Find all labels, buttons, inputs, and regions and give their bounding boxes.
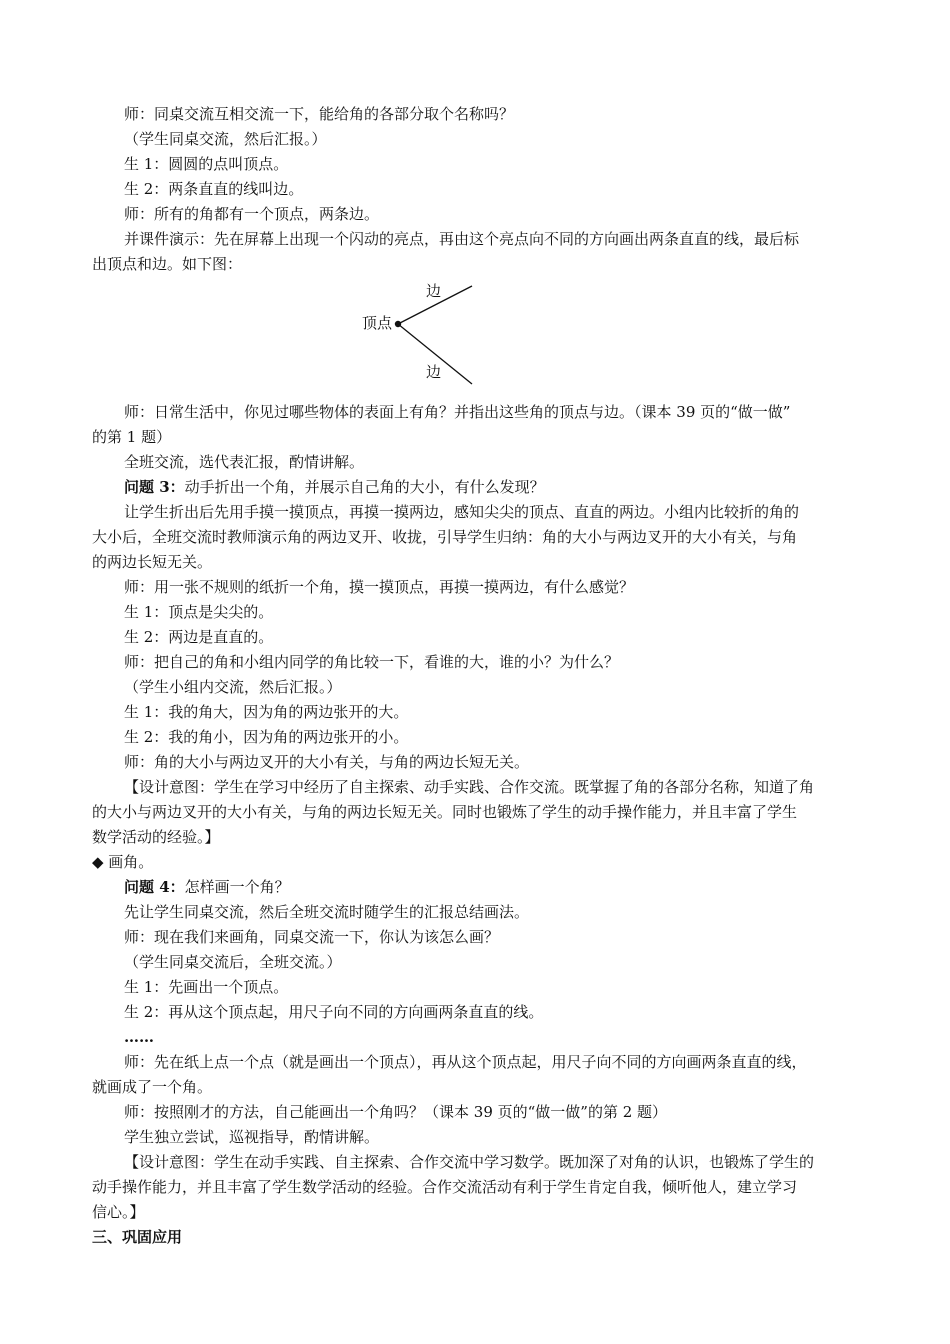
dialogue-line: 师：先在纸上点一个点（就是画出一个顶点），再从这个顶点起，用尺子向不同的方向画两条直直的线， (124, 1053, 807, 1071)
paragraph-line: 大小后，全班交流时教师演示角的两边叉开、收拢，引导学生归纳：角的大小与两边叉开的大小有关，与角 (92, 528, 798, 546)
angle-diagram (340, 276, 560, 396)
dialogue-line: 生 1：先画出一个顶点。 (124, 978, 289, 996)
dialogue-line: 师：按照刚才的方法，自己能画出一个角吗？（课本 39 页的“做一做”的第 2 题） (124, 1103, 668, 1121)
dialogue-line: 生 1：我的角大，因为角的两边张开的大。 (124, 703, 409, 721)
dialogue-line: 就画成了一个角。 (92, 1078, 213, 1096)
design-intent-line: 信心。】 (92, 1203, 145, 1221)
angle-figure (340, 276, 560, 396)
dialogue-line: 的第 1 题） (92, 428, 172, 446)
dialogue-line: 生 1：圆圆的点叫顶点。 (124, 155, 289, 173)
design-intent-line: 数学活动的经验。】 (92, 828, 220, 846)
dialogue-line: 师：同桌交流互相交流一下，能给角的各部分取个名称吗？ (124, 105, 515, 123)
design-intent-line: 【设计意图：学生在动手实践、自主探索、合作交流中学习数学。既加深了对角的认识，也锻炼了学生的 (124, 1153, 815, 1171)
question-line (124, 477, 545, 497)
note-line: （学生同桌交流，然后汇报。） (124, 130, 327, 148)
question-line (124, 877, 290, 897)
angle-vertex-dot (395, 321, 401, 327)
paragraph-line: 让学生折出后先用手摸一摸顶点，再摸一摸两边，感知尖尖的顶点、直直的两边。小组内比较折的角的 (124, 503, 800, 521)
dialogue-line: 师：角的大小与两边叉开的大小有关，与角的两边长短无关。 (124, 753, 530, 771)
note-line: （学生同桌交流后，全班交流。） (124, 953, 342, 971)
edge-top-label: 边 (426, 282, 442, 300)
vertex-label: 顶点 (362, 314, 393, 332)
design-intent-line: 动手操作能力，并且丰富了学生数学活动的经验。合作交流活动有利于学生肯定自我，倾听他人，建立学习 (92, 1178, 798, 1196)
paragraph-line: 的两边长短无关。 (92, 553, 213, 571)
dialogue-line: 生 2：两边是直直的。 (124, 628, 274, 646)
dialogue-line: 师：现在我们来画角，同桌交流一下，你认为该怎么画？ (124, 928, 500, 946)
design-intent-line: 的大小与两边叉开的大小有关，与角的两边长短无关。同时也锻炼了学生的动手操作能力，并且丰富了学生 (92, 803, 798, 821)
design-intent-line: 【设计意图：学生在学习中经历了自主探索、动手实践、合作交流。既掌握了角的各部分名称，知道了角 (124, 778, 815, 796)
paragraph-line: 出顶点和边。如下图： (92, 255, 243, 273)
paragraph-line: 学生独立尝试，巡视指导，酌情讲解。 (124, 1128, 380, 1146)
question-text: 动手折出一个角，并展示自己角的大小，有什么发现？ (184, 478, 545, 496)
ellipsis: …… (124, 1028, 154, 1046)
dialogue-line: 师：用一张不规则的纸折一个角，摸一摸顶点，再摸一摸两边，有什么感觉？ (124, 578, 635, 596)
dialogue-line: 生 2：再从这个顶点起，用尺子向不同的方向画两条直直的线。 (124, 1003, 544, 1021)
dialogue-line: 生 2：我的角小，因为角的两边张开的小。 (124, 728, 409, 746)
dialogue-line: 生 2：两条直直的线叫边。 (124, 180, 304, 198)
note-line: （学生小组内交流，然后汇报。） (124, 678, 342, 696)
dialogue-line: 师：日常生活中，你见过哪些物体的表面上有角？并指出这些角的顶点与边。（课本 39 页的“做一做” (124, 403, 791, 421)
question-label: 问题 4： (124, 878, 185, 896)
section-heading: 三、巩固应用 (92, 1228, 183, 1246)
dialogue-line: 生 1：顶点是尖尖的。 (124, 603, 274, 621)
paragraph-line: 并课件演示：先在屏幕上出现一个闪动的亮点，再由这个亮点向不同的方向画出两条直直的线，最后标 (124, 230, 800, 248)
question-label: 问题 3： (124, 478, 185, 496)
dialogue-line: 师：把自己的角和小组内同学的角比较一下，看谁的大，谁的小？为什么？ (124, 653, 620, 671)
paragraph-line: 先让学生同桌交流，然后全班交流时随学生的汇报总结画法。 (124, 903, 530, 921)
section-bullet: ◆ 画角。 (92, 853, 154, 871)
dialogue-line: 师：所有的角都有一个顶点，两条边。 (124, 205, 380, 223)
paragraph-line: 全班交流，选代表汇报，酌情讲解。 (124, 453, 365, 471)
question-text: 怎样画一个角？ (184, 878, 290, 896)
edge-bottom-label: 边 (426, 363, 442, 381)
